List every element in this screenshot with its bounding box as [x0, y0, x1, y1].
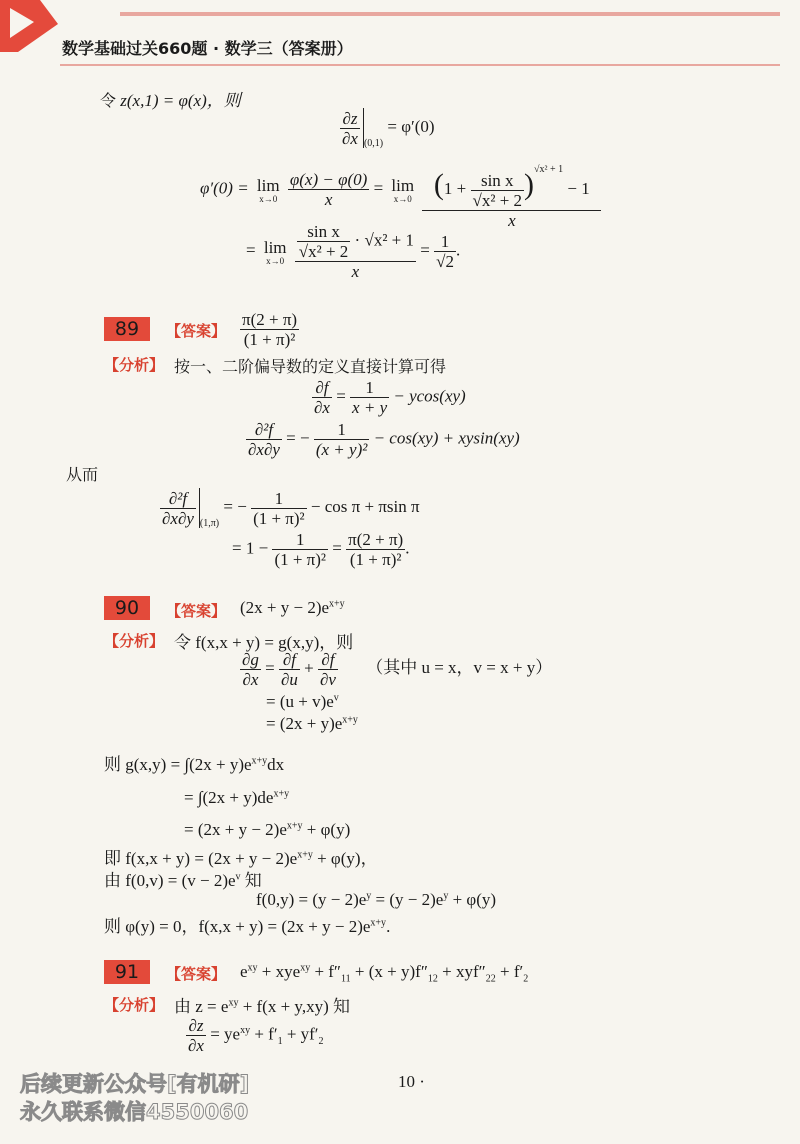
header-logo — [0, 0, 58, 52]
q90-l1: 令 f(x,x + y) = g(x,y)，则 — [174, 633, 354, 652]
q90-l4: = $(2x + y)e^{x+y}$ — [266, 714, 358, 733]
q90-l6: = $\int(2x + y)de^{x+y}$ — [184, 788, 290, 807]
intro-line: 令 z(x,1) = φ(x)，则 — [100, 91, 241, 110]
q89-answer-tag: 【答案】 — [166, 322, 227, 340]
q90-answer-tag: 【答案】 — [166, 602, 227, 620]
intro-limit-1: φ′(0) = lim x→0 $\frac{\varphi(x) - \varphi(0)}{x}$ = lim x→0 (1 + $\frac{\text{sin x}}{\text{√x² + 2}}$ )$^{√x^2 + 1}$ − 1 x — [200, 150, 601, 230]
q90-analysis-tag: 【分析】 — [104, 632, 165, 650]
q89-number: 89 — [104, 317, 150, 341]
header-rule — [120, 12, 780, 16]
q91-l2: $\frac{\partial z}{\partial x}$ = $ye^{xy} + f'_1 + yf'_2$ — [188, 1016, 324, 1055]
q91-answer-tag: 【答案】 — [166, 965, 227, 983]
q90-l5: 则 $g(x,y) = \int(2x + y)e^{x+y}dx$ — [104, 755, 285, 774]
intro-partial: $\frac{\partial z}{\partial x}$ $_{(0,1)}$ = φ′(0) — [342, 108, 435, 149]
q89-answer: $\frac{\pi(2 + \pi)}{\text{(1 + π)²}}$ — [242, 310, 298, 349]
header-rule-2 — [60, 64, 780, 66]
q90-l3: = $(u + v)e^v$ — [266, 692, 339, 711]
q90-l10: $f(0,y) = (y - 2)e^y = (y - 2)e^y + \varphi(y)$ — [256, 890, 497, 909]
q89-eq2: $\frac{\text{∂²f}}{\partial x\partial y}$ = − $\frac{1}{\text{(x + y)²}}$ − cos(xy) + xysin(xy) — [248, 420, 520, 459]
q91-answer: $e^{xy} + xye^{xy} + f''_{11} + (x + y)f''_{12} + xyf''_{22} + f'_2$ — [240, 962, 529, 985]
q90-l8: 即 $f(x,x + y) = (2x + y - 2)e^{x+y} + \varphi(y)$， — [104, 849, 378, 868]
q89-eq1: $\frac{\partial f}{\partial x}$ = $\frac{1}{x + y}$ − ycos(xy) — [314, 378, 466, 417]
header-title: 数学基础过关660题 · 数学三（答案册） — [62, 39, 353, 58]
q90-l2: $\frac{\partial g}{\partial x}$ = $\frac{\partial f}{\partial u}$ + $\frac{\partial f}{\partial v}$ （其中 u = x，v = x + y） — [242, 650, 553, 689]
q90-answer: $(2x + y - 2)e^{x+y}$ — [240, 598, 345, 617]
q90-number: 90 — [104, 596, 150, 620]
watermark-line-1: 后续更新公众号[有机研] — [20, 1072, 250, 1096]
q91-analysis-tag: 【分析】 — [104, 996, 165, 1014]
watermark-line-2: 永久联系微信4550060 — [20, 1100, 249, 1124]
q89-eq3: $\frac{\text{∂²f}}{\partial x\partial y}$ $_{(1,\pi)}$ = − $\frac{1}{\text{(1 + π)²}}$ − cos π + πsin π — [162, 488, 420, 529]
q89-analysis-text: 按一、二阶偏导数的定义直接计算可得 — [174, 357, 447, 376]
q91-l1: 由 $z = e^{xy} + f(x + y,xy)$ 知 — [174, 997, 350, 1016]
q91-number: 91 — [104, 960, 150, 984]
q89-analysis-tag: 【分析】 — [104, 356, 165, 374]
intro-limit-2: = lim x→0 $\frac{\text{sin x}}{\text{√x² + 2}}$ · √x² + 1 x = $\frac{1}{√2}$ . — [246, 222, 461, 281]
q90-l7: = $(2x + y - 2)e^{x+y} + \varphi(y)$ — [184, 820, 351, 839]
q90-l9: 由 $f(0,v) = (v - 2)e^v$ 知 — [104, 871, 262, 890]
q89-thus: 从而 — [66, 465, 99, 484]
page-number: 10 · — [398, 1072, 425, 1091]
q90-l11: 则 φ(y) = 0，$f(x,x + y) = (2x + y - 2)e^{x+y}$. — [104, 917, 391, 936]
q89-eq4: = 1 − $\frac{1}{\text{(1 + π)²}}$ = $\frac{\pi(2 + \pi)}{\text{(1 + π)²}}$ . — [232, 530, 410, 569]
